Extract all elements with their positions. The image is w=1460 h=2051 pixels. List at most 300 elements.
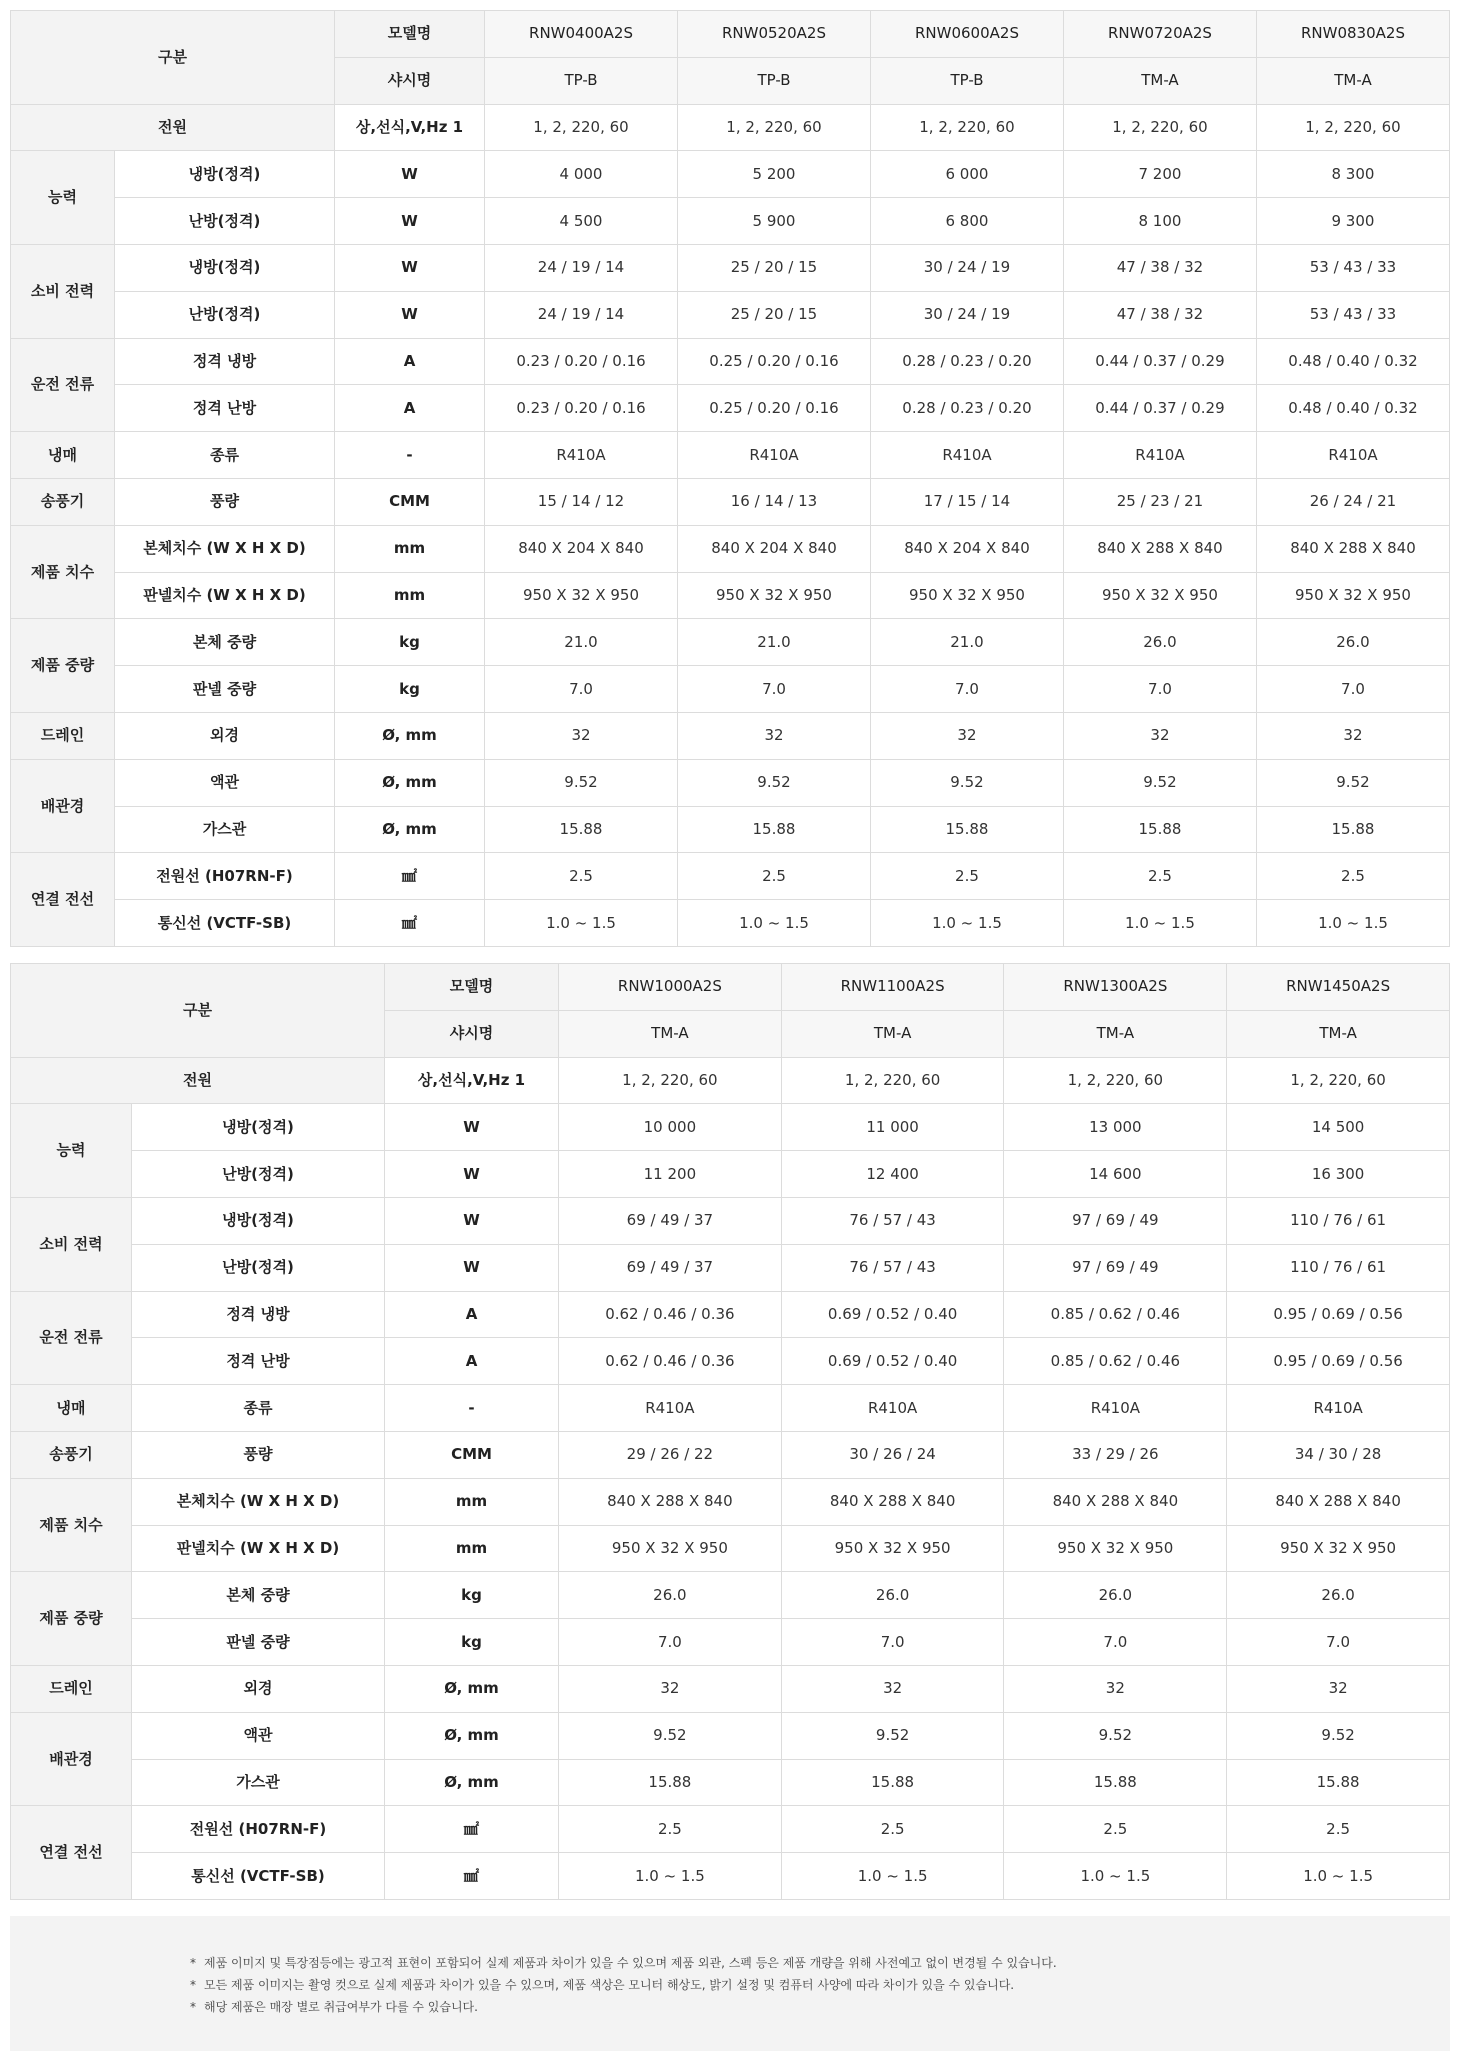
note-item	[190, 1974, 1057, 1996]
spec-value: 26.0	[1256, 619, 1449, 666]
row-label: 난방(정격)	[132, 1244, 385, 1291]
spec-value: 9.52	[781, 1712, 1004, 1759]
category-header: 구분	[11, 11, 335, 105]
spec-value: 32	[1256, 712, 1449, 759]
row-unit: A	[335, 338, 485, 385]
group-label: 송풍기	[11, 1431, 132, 1478]
spec-value: 1.0 ~ 1.5	[485, 900, 678, 947]
power-unit: 상,선식,V,Hz 1	[335, 104, 485, 151]
row-label: 본체 중량	[115, 619, 335, 666]
spec-value: 69 / 49 / 37	[559, 1244, 782, 1291]
spec-value: 1, 2, 220, 60	[1063, 104, 1256, 151]
spec-value: 950 X 32 X 950	[485, 572, 678, 619]
group-label: 냉매	[11, 432, 115, 479]
spec-value: 2.5	[781, 1806, 1004, 1853]
spec-value: 15.88	[1256, 806, 1449, 853]
spec-row	[11, 759, 1450, 806]
spec-value: 0.25 / 0.20 / 0.16	[678, 385, 871, 432]
spec-row	[11, 1759, 1450, 1806]
spec-value: 840 X 288 X 840	[559, 1478, 782, 1525]
spec-value: 32	[781, 1665, 1004, 1712]
spec-value: 8 300	[1256, 151, 1449, 198]
spec-value: 2.5	[1063, 853, 1256, 900]
spec-value: 25 / 20 / 15	[678, 244, 871, 291]
spec-value: 0.48 / 0.40 / 0.32	[1256, 385, 1449, 432]
spec-value: 0.25 / 0.20 / 0.16	[678, 338, 871, 385]
spec-value: 47 / 38 / 32	[1063, 244, 1256, 291]
spec-row	[11, 291, 1450, 338]
spec-value: 0.28 / 0.23 / 0.20	[870, 385, 1063, 432]
spec-value: 950 X 32 X 950	[1227, 1525, 1450, 1572]
note-item	[190, 1996, 1057, 2018]
spec-value: 32	[485, 712, 678, 759]
group-label: 배관경	[11, 759, 115, 853]
group-label: 연결 전선	[11, 853, 115, 947]
spec-value: 76 / 57 / 43	[781, 1244, 1004, 1291]
spec-value: 840 X 288 X 840	[1256, 525, 1449, 572]
spec-value: 97 / 69 / 49	[1004, 1244, 1227, 1291]
row-label: 종류	[132, 1385, 385, 1432]
spec-value: 6 000	[870, 151, 1063, 198]
header-row-model	[11, 11, 1450, 58]
spec-value: 15.88	[1227, 1759, 1450, 1806]
spec-value: 17 / 15 / 14	[870, 478, 1063, 525]
spec-row	[11, 478, 1450, 525]
spec-table-1-body	[11, 11, 1450, 947]
spec-value: 2.5	[1004, 1806, 1227, 1853]
spec-value: 26 / 24 / 21	[1256, 478, 1449, 525]
spec-row	[11, 1197, 1450, 1244]
spec-value: 1, 2, 220, 60	[1256, 104, 1449, 151]
spec-row	[11, 1525, 1450, 1572]
spec-value: 1, 2, 220, 60	[1227, 1057, 1450, 1104]
spec-row	[11, 666, 1450, 713]
spec-value: 0.69 / 0.52 / 0.40	[781, 1291, 1004, 1338]
spec-value: 950 X 32 X 950	[678, 572, 871, 619]
spec-value: 9.52	[870, 759, 1063, 806]
spec-value: 1.0 ~ 1.5	[678, 900, 871, 947]
note-bullet: *	[190, 2000, 196, 2014]
spec-value: 950 X 32 X 950	[1004, 1525, 1227, 1572]
row-unit: W	[385, 1151, 559, 1198]
spec-row	[11, 244, 1450, 291]
spec-value: R410A	[1227, 1385, 1450, 1432]
spec-value: 26.0	[559, 1572, 782, 1619]
spec-value: 30 / 24 / 19	[870, 244, 1063, 291]
spec-row	[11, 853, 1450, 900]
row-label: 풍량	[115, 478, 335, 525]
spec-value: 1, 2, 220, 60	[781, 1057, 1004, 1104]
spec-value: 15.88	[1063, 806, 1256, 853]
spec-row	[11, 1572, 1450, 1619]
spec-value: 32	[559, 1665, 782, 1712]
spec-value: 21.0	[870, 619, 1063, 666]
row-label: 풍량	[132, 1431, 385, 1478]
note-item	[190, 1952, 1057, 1974]
spec-value: 76 / 57 / 43	[781, 1197, 1004, 1244]
row-label: 액관	[115, 759, 335, 806]
model-name: RNW0600A2S	[870, 11, 1063, 58]
row-unit: W	[385, 1244, 559, 1291]
notes-list	[190, 1952, 1057, 2018]
note-bullet: *	[190, 1956, 196, 1970]
row-label: 종류	[115, 432, 335, 479]
model-name: RNW1000A2S	[559, 964, 782, 1011]
spec-value: 0.62 / 0.46 / 0.36	[559, 1338, 782, 1385]
group-label: 드레인	[11, 712, 115, 759]
group-label: 배관경	[11, 1712, 132, 1806]
row-unit: -	[385, 1385, 559, 1432]
spec-value: 15.88	[870, 806, 1063, 853]
power-row	[11, 1057, 1450, 1104]
power-label: 전원	[11, 1057, 385, 1104]
spec-value: 0.62 / 0.46 / 0.36	[559, 1291, 782, 1338]
spec-value: 7.0	[1227, 1619, 1450, 1666]
chassis-name: TM-A	[559, 1010, 782, 1057]
row-label: 본체치수 (W X H X D)	[132, 1478, 385, 1525]
note-text: 제품 이미지 및 특장점등에는 광고적 표현이 포함되어 실제 제품과 차이가 있을 수 있으며 제품 외관, 스펙 등은 제품 개량을 위해 사전예고 없이 변경될 수 있습니다.	[204, 1956, 1057, 1970]
spec-value: 9.52	[678, 759, 871, 806]
spec-row	[11, 385, 1450, 432]
row-label: 가스관	[132, 1759, 385, 1806]
spec-value: R410A	[870, 432, 1063, 479]
spec-value: 9.52	[485, 759, 678, 806]
spec-value: 840 X 288 X 840	[781, 1478, 1004, 1525]
row-label: 판넬치수 (W X H X D)	[115, 572, 335, 619]
spec-value: 0.95 / 0.69 / 0.56	[1227, 1291, 1450, 1338]
spec-row	[11, 1385, 1450, 1432]
row-unit: Ø, mm	[385, 1665, 559, 1712]
row-unit: Ø, mm	[385, 1759, 559, 1806]
power-unit: 상,선식,V,Hz 1	[385, 1057, 559, 1104]
model-name: RNW1100A2S	[781, 964, 1004, 1011]
row-label: 난방(정격)	[132, 1151, 385, 1198]
spec-value: 2.5	[678, 853, 871, 900]
chassis-name: TP-B	[678, 57, 871, 104]
spec-value: 15.88	[781, 1759, 1004, 1806]
group-label: 송풍기	[11, 478, 115, 525]
spec-row	[11, 806, 1450, 853]
row-unit: kg	[385, 1572, 559, 1619]
spec-value: 34 / 30 / 28	[1227, 1431, 1450, 1478]
spec-value: 9.52	[559, 1712, 782, 1759]
spec-value: 13 000	[1004, 1104, 1227, 1151]
spec-value: 2.5	[485, 853, 678, 900]
spec-row	[11, 1244, 1450, 1291]
model-name: RNW0830A2S	[1256, 11, 1449, 58]
row-unit: mm	[335, 572, 485, 619]
spec-value: 26.0	[1227, 1572, 1450, 1619]
spec-row	[11, 1291, 1450, 1338]
row-label: 액관	[132, 1712, 385, 1759]
spec-row	[11, 432, 1450, 479]
spec-value: 2.5	[1227, 1806, 1450, 1853]
note-text: 해당 제품은 매장 별로 취급여부가 다를 수 있습니다.	[204, 2000, 478, 2014]
model-name: RNW1300A2S	[1004, 964, 1227, 1011]
row-unit: CMM	[385, 1431, 559, 1478]
row-label: 난방(정격)	[115, 198, 335, 245]
spec-value: 53 / 43 / 33	[1256, 291, 1449, 338]
spec-value: 47 / 38 / 32	[1063, 291, 1256, 338]
power-row	[11, 104, 1450, 151]
spec-value: 1.0 ~ 1.5	[1063, 900, 1256, 947]
model-name: RNW0720A2S	[1063, 11, 1256, 58]
spec-value: 1.0 ~ 1.5	[559, 1853, 782, 1900]
spec-row	[11, 198, 1450, 245]
row-unit: A	[335, 385, 485, 432]
spec-value: 1, 2, 220, 60	[678, 104, 871, 151]
spec-table-2	[10, 963, 1450, 1900]
row-unit: A	[385, 1338, 559, 1385]
row-unit: mm	[385, 1478, 559, 1525]
spec-value: 840 X 204 X 840	[485, 525, 678, 572]
spec-value: 0.23 / 0.20 / 0.16	[485, 338, 678, 385]
row-label: 가스관	[115, 806, 335, 853]
spec-value: 7.0	[678, 666, 871, 713]
spec-value: 7.0	[485, 666, 678, 713]
row-label: 난방(정격)	[115, 291, 335, 338]
chassis-name: TM-A	[1063, 57, 1256, 104]
model-name: RNW0520A2S	[678, 11, 871, 58]
spec-value: 4 500	[485, 198, 678, 245]
spec-value: R410A	[678, 432, 871, 479]
spec-value: 97 / 69 / 49	[1004, 1197, 1227, 1244]
spec-value: 26.0	[1004, 1572, 1227, 1619]
spec-value: 950 X 32 X 950	[781, 1525, 1004, 1572]
spec-value: 840 X 204 X 840	[870, 525, 1063, 572]
spec-value: 32	[1063, 712, 1256, 759]
row-unit: W	[335, 198, 485, 245]
row-unit: ㎟	[335, 853, 485, 900]
row-unit: kg	[335, 666, 485, 713]
spec-value: 6 800	[870, 198, 1063, 245]
row-unit: kg	[385, 1619, 559, 1666]
spec-value: 7.0	[781, 1619, 1004, 1666]
spec-value: 33 / 29 / 26	[1004, 1431, 1227, 1478]
row-unit: Ø, mm	[385, 1712, 559, 1759]
chassis-label: 샤시명	[335, 57, 485, 104]
spec-value: 0.28 / 0.23 / 0.20	[870, 338, 1063, 385]
row-unit: Ø, mm	[335, 759, 485, 806]
spec-value: 9 300	[1256, 198, 1449, 245]
spec-value: 950 X 32 X 950	[1063, 572, 1256, 619]
model-label: 모델명	[335, 11, 485, 58]
spec-value: R410A	[485, 432, 678, 479]
spec-value: 7.0	[1256, 666, 1449, 713]
spec-value: 4 000	[485, 151, 678, 198]
group-label: 제품 중량	[11, 619, 115, 713]
spec-value: 1, 2, 220, 60	[1004, 1057, 1227, 1104]
row-label: 냉방(정격)	[115, 151, 335, 198]
spec-value: 110 / 76 / 61	[1227, 1197, 1450, 1244]
group-label: 냉매	[11, 1385, 132, 1432]
row-unit: mm	[385, 1525, 559, 1572]
row-unit: CMM	[335, 478, 485, 525]
group-label: 소비 전력	[11, 244, 115, 338]
spec-value: 10 000	[559, 1104, 782, 1151]
spec-value: R410A	[781, 1385, 1004, 1432]
spec-value: 7.0	[559, 1619, 782, 1666]
spec-value: 32	[678, 712, 871, 759]
spec-value: 840 X 204 X 840	[678, 525, 871, 572]
row-unit: A	[385, 1291, 559, 1338]
spec-value: 7.0	[1004, 1619, 1227, 1666]
spec-value: 7 200	[1063, 151, 1256, 198]
spec-value: 32	[1004, 1665, 1227, 1712]
spec-row	[11, 1151, 1450, 1198]
spec-value: 26.0	[1063, 619, 1256, 666]
chassis-label: 샤시명	[385, 1010, 559, 1057]
spec-value: 840 X 288 X 840	[1227, 1478, 1450, 1525]
spec-row	[11, 1712, 1450, 1759]
spec-value: 69 / 49 / 37	[559, 1197, 782, 1244]
row-label: 외경	[115, 712, 335, 759]
spec-value: 30 / 26 / 24	[781, 1431, 1004, 1478]
spec-value: 1, 2, 220, 60	[870, 104, 1063, 151]
spec-value: R410A	[1004, 1385, 1227, 1432]
spec-row	[11, 1104, 1450, 1151]
spec-value: 9.52	[1227, 1712, 1450, 1759]
spec-value: 21.0	[678, 619, 871, 666]
spec-row	[11, 1665, 1450, 1712]
model-label: 모델명	[385, 964, 559, 1011]
spec-row	[11, 1478, 1450, 1525]
row-unit: Ø, mm	[335, 712, 485, 759]
group-label: 드레인	[11, 1665, 132, 1712]
spec-row	[11, 1853, 1450, 1900]
group-label: 제품 치수	[11, 1478, 132, 1572]
spec-value: 15.88	[678, 806, 871, 853]
group-label: 제품 치수	[11, 525, 115, 619]
row-unit: ㎟	[385, 1853, 559, 1900]
group-label: 제품 중량	[11, 1572, 132, 1666]
spec-row	[11, 712, 1450, 759]
spec-value: 840 X 288 X 840	[1063, 525, 1256, 572]
spec-row	[11, 619, 1450, 666]
spec-value: 950 X 32 X 950	[870, 572, 1063, 619]
spec-value: 0.69 / 0.52 / 0.40	[781, 1338, 1004, 1385]
row-label: 통신선 (VCTF-SB)	[115, 900, 335, 947]
spec-value: 2.5	[559, 1806, 782, 1853]
spec-value: R410A	[1256, 432, 1449, 479]
group-label: 연결 전선	[11, 1806, 132, 1900]
chassis-name: TM-A	[1004, 1010, 1227, 1057]
spec-row	[11, 1806, 1450, 1853]
spec-value: 950 X 32 X 950	[559, 1525, 782, 1572]
note-bullet: *	[190, 1978, 196, 1992]
spec-value: 25 / 23 / 21	[1063, 478, 1256, 525]
row-label: 본체치수 (W X H X D)	[115, 525, 335, 572]
spec-value: 0.48 / 0.40 / 0.32	[1256, 338, 1449, 385]
note-text: 모든 제품 이미지는 촬영 컷으로 실제 제품과 차이가 있을 수 있으며, 제품 색상은 모니터 해상도, 밝기 설정 및 컴퓨터 사양에 따라 차이가 있을 수 있습니다.	[204, 1978, 1015, 1992]
row-unit: W	[385, 1197, 559, 1244]
spec-row	[11, 525, 1450, 572]
row-label: 냉방(정격)	[132, 1197, 385, 1244]
row-label: 판넬치수 (W X H X D)	[132, 1525, 385, 1572]
spec-value: 1, 2, 220, 60	[559, 1057, 782, 1104]
power-label: 전원	[11, 104, 335, 151]
spec-value: 25 / 20 / 15	[678, 291, 871, 338]
group-label: 능력	[11, 1104, 132, 1198]
spec-value: 1.0 ~ 1.5	[870, 900, 1063, 947]
spec-value: 15.88	[1004, 1759, 1227, 1806]
spec-value: 1.0 ~ 1.5	[1227, 1853, 1450, 1900]
row-label: 전원선 (H07RN-F)	[115, 853, 335, 900]
chassis-name: TP-B	[870, 57, 1063, 104]
spec-value: 21.0	[485, 619, 678, 666]
spec-value: 26.0	[781, 1572, 1004, 1619]
row-label: 전원선 (H07RN-F)	[132, 1806, 385, 1853]
row-label: 판넬 중량	[115, 666, 335, 713]
group-label: 운전 전류	[11, 338, 115, 432]
spec-value: 110 / 76 / 61	[1227, 1244, 1450, 1291]
row-label: 냉방(정격)	[132, 1104, 385, 1151]
notes-panel	[10, 1916, 1450, 2051]
spec-value: 950 X 32 X 950	[1256, 572, 1449, 619]
spec-value: 1.0 ~ 1.5	[781, 1853, 1004, 1900]
spec-value: 14 500	[1227, 1104, 1450, 1151]
spec-value: 1.0 ~ 1.5	[1004, 1853, 1227, 1900]
spec-table-2-body	[11, 964, 1450, 1900]
chassis-name: TM-A	[1256, 57, 1449, 104]
row-label: 통신선 (VCTF-SB)	[132, 1853, 385, 1900]
row-unit: Ø, mm	[335, 806, 485, 853]
chassis-name: TM-A	[1227, 1010, 1450, 1057]
row-label: 정격 냉방	[115, 338, 335, 385]
spec-row	[11, 338, 1450, 385]
category-header: 구분	[11, 964, 385, 1058]
spec-value: 840 X 288 X 840	[1004, 1478, 1227, 1525]
row-label: 냉방(정격)	[115, 244, 335, 291]
row-unit: ㎟	[385, 1806, 559, 1853]
spec-value: 30 / 24 / 19	[870, 291, 1063, 338]
spec-table-1	[10, 10, 1450, 947]
spec-value: 15 / 14 / 12	[485, 478, 678, 525]
row-label: 정격 냉방	[132, 1291, 385, 1338]
spec-value: 15.88	[559, 1759, 782, 1806]
spec-value: 9.52	[1256, 759, 1449, 806]
row-label: 판넬 중량	[132, 1619, 385, 1666]
spec-value: 24 / 19 / 14	[485, 244, 678, 291]
spec-value: 2.5	[870, 853, 1063, 900]
spec-value: 16 300	[1227, 1151, 1450, 1198]
spec-value: 29 / 26 / 22	[559, 1431, 782, 1478]
spec-row	[11, 572, 1450, 619]
spec-row	[11, 1338, 1450, 1385]
model-name: RNW1450A2S	[1227, 964, 1450, 1011]
group-label: 운전 전류	[11, 1291, 132, 1385]
group-label: 소비 전력	[11, 1197, 132, 1291]
row-unit: ㎟	[335, 900, 485, 947]
model-name: RNW0400A2S	[485, 11, 678, 58]
row-unit: -	[335, 432, 485, 479]
row-unit: W	[335, 151, 485, 198]
spec-row	[11, 1431, 1450, 1478]
row-label: 정격 난방	[132, 1338, 385, 1385]
spec-value: 2.5	[1256, 853, 1449, 900]
spec-value: 14 600	[1004, 1151, 1227, 1198]
row-label: 정격 난방	[115, 385, 335, 432]
spec-value: 0.85 / 0.62 / 0.46	[1004, 1291, 1227, 1338]
header-row-model	[11, 964, 1450, 1011]
row-unit: W	[335, 291, 485, 338]
group-label: 능력	[11, 151, 115, 245]
chassis-name: TM-A	[781, 1010, 1004, 1057]
row-unit: W	[335, 244, 485, 291]
spec-value: 7.0	[1063, 666, 1256, 713]
spec-value: R410A	[559, 1385, 782, 1432]
spec-value: 0.23 / 0.20 / 0.16	[485, 385, 678, 432]
